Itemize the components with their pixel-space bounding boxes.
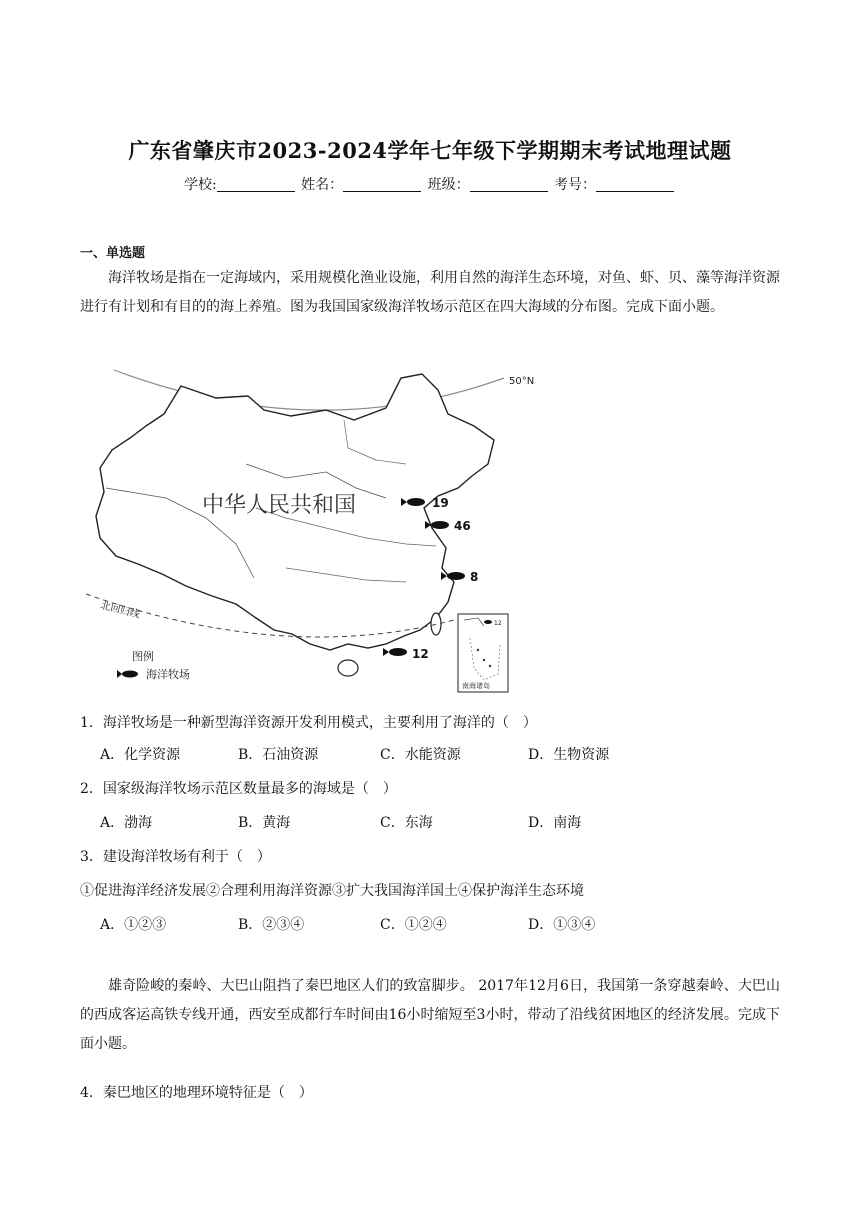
- exam-title: 广东省肇庆市2023-2024学年七年级下学期期末考试地理试题: [128, 138, 732, 163]
- q1-option-b[interactable]: B．石油资源: [238, 747, 319, 763]
- name-blank[interactable]: [343, 177, 421, 192]
- legend-item: 海洋牧场: [146, 668, 190, 681]
- legend-title: 图例: [132, 650, 154, 663]
- q1-option-c[interactable]: C．水能资源: [380, 747, 461, 763]
- count-donghai: 8: [470, 570, 479, 584]
- question-2-stem: 2．国家级海洋牧场示范区数量最多的海域是（ ）: [80, 781, 397, 797]
- q2-option-b[interactable]: B．黄海: [238, 815, 291, 831]
- country-label: 中华人民共和国: [202, 493, 357, 518]
- question-3-statements: ①促进海洋经济发展②合理利用海洋资源③扩大我国海洋国土④保护海洋生态环境: [80, 883, 584, 899]
- lat-label: 50°N: [509, 376, 535, 387]
- count-nanhai: 12: [412, 647, 429, 661]
- school-label: 学校:: [183, 177, 217, 193]
- class-label: 班级：: [427, 177, 470, 193]
- question-4-stem: 4．秦巴地区的地理环境特征是（ ）: [80, 1085, 313, 1101]
- count-bohai: 19: [432, 496, 449, 510]
- id-blank[interactable]: [596, 177, 674, 192]
- school-blank[interactable]: [217, 177, 295, 192]
- class-blank[interactable]: [470, 177, 548, 192]
- question-1-stem: 1．海洋牧场是一种新型海洋资源开发利用模式，主要利用了海洋的（ ）: [80, 715, 537, 731]
- question-3-stem: 3．建设海洋牧场有利于（ ）: [80, 849, 271, 865]
- q2-option-a[interactable]: A．渤海: [100, 815, 153, 831]
- fish-icon-inset: [484, 620, 492, 624]
- q1-option-a[interactable]: A．化学资源: [100, 747, 181, 763]
- q3-option-d[interactable]: D．①③④: [528, 917, 596, 933]
- inset-count: 12: [494, 620, 502, 627]
- intro-paragraph-2: 雄奇险峻的秦岭、大巴山阻挡了秦巴地区人们的致富脚步。 2017年12月6日，我国第一条穿越秦岭、大巴山的西成客运高铁专线开通，西安至成都行车时间由16小时缩短至3小时，带动了沿线贫困地区的经济发展。完成下面小题。: [80, 978, 780, 1052]
- q3-option-b[interactable]: B．②③④: [238, 917, 305, 933]
- tropic-label: 北回归线: [99, 600, 141, 621]
- marine-ranch-map: [86, 368, 538, 694]
- id-label: 考号：: [554, 177, 597, 193]
- q2-option-c[interactable]: C．东海: [380, 815, 433, 831]
- q3-option-a[interactable]: A．①②③: [100, 917, 167, 933]
- section-title: 一、单选题: [80, 246, 146, 261]
- inset-label: 南海诸岛: [462, 682, 490, 690]
- hainan-island: [338, 660, 358, 676]
- intro-paragraph-1: 海洋牧场是指在一定海域内，采用规模化渔业设施，利用自然的海洋生态环境，对鱼、虾、贝、藻等海洋资源进行有计划和有目的的海上养殖。图为我国国家级海洋牧场示范区在四大海域的分布图。完成下面小题。: [80, 270, 780, 315]
- q2-option-d[interactable]: D．南海: [528, 815, 582, 831]
- count-huanghai: 46: [454, 519, 471, 533]
- q1-option-d[interactable]: D．生物资源: [528, 747, 610, 763]
- student-info-line: [0, 174, 860, 194]
- name-label: 姓名：: [301, 177, 344, 193]
- q3-option-c[interactable]: C．①②④: [380, 917, 447, 933]
